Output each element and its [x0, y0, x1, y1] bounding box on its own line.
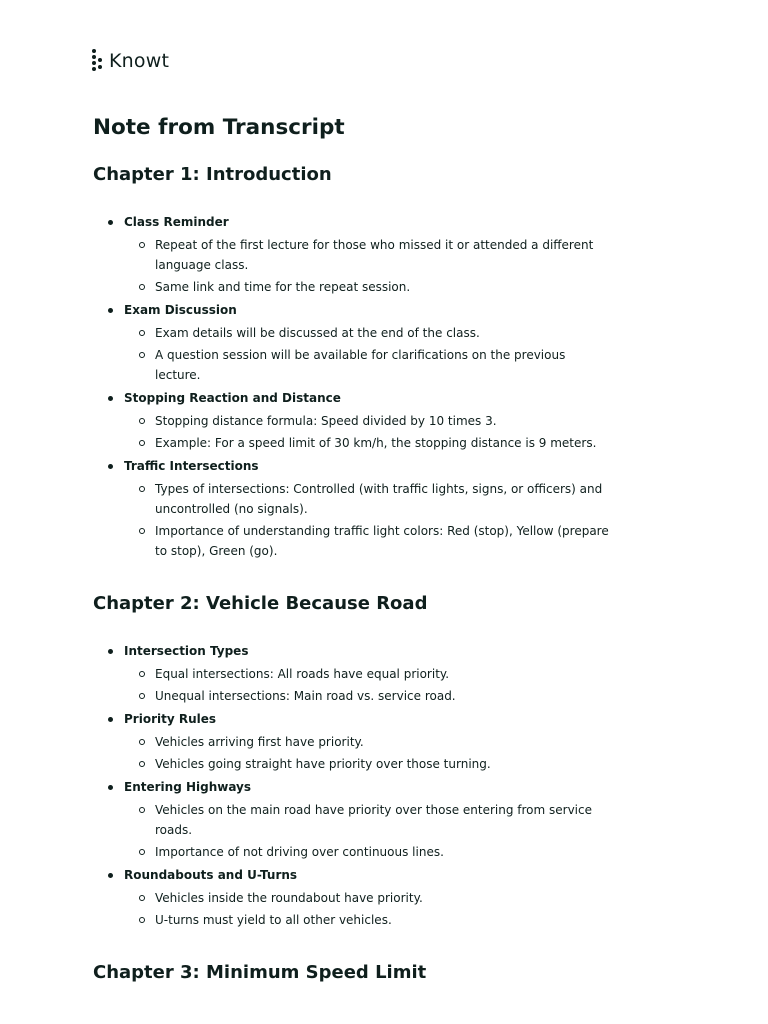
topic-title: Priority Rules	[124, 712, 217, 726]
brand-logo[interactable]	[92, 48, 169, 74]
list-item	[93, 299, 613, 385]
document-body	[93, 112, 613, 987]
list-item: Vehicles on the main road have priority over those entering from service roads.	[124, 800, 613, 840]
list-item: Vehicles going straight have priority over those turning.	[124, 754, 613, 774]
brand-name: Knowt	[109, 50, 170, 72]
chapter-heading: Chapter 1: Introduction	[93, 164, 332, 185]
detail-list	[124, 888, 613, 930]
topic-title: Intersection Types	[124, 644, 249, 658]
list-item: Exam details will be discussed at the end of the class.	[124, 323, 613, 343]
topic-title: Entering Highways	[124, 780, 252, 794]
list-item	[93, 776, 613, 862]
list-item: U-turns must yield to all other vehicles.	[124, 910, 613, 930]
topic-title: Roundabouts and U-Turns	[124, 868, 298, 882]
list-item: A question session will be available for clarifications on the previous lecture.	[124, 345, 613, 385]
topic-list	[93, 640, 613, 930]
list-item: Importance of understanding traffic light colors: Red (stop), Yellow (prepare to stop), Green (go).	[124, 521, 613, 561]
page-title: Note from Transcript	[93, 115, 345, 140]
list-item: Example: For a speed limit of 30 km/h, the stopping distance is 9 meters.	[124, 433, 613, 453]
detail-list	[124, 732, 613, 774]
list-item	[93, 708, 613, 774]
list-item: Same link and time for the repeat session.	[124, 277, 613, 297]
topic-title: Stopping Reaction and Distance	[124, 391, 341, 405]
chapter-section	[93, 590, 613, 930]
chapter-heading: Chapter 3: Minimum Speed Limit	[93, 962, 427, 983]
topic-title: Class Reminder	[124, 215, 229, 229]
list-item	[93, 640, 613, 706]
knowt-logo-icon	[92, 49, 104, 73]
topic-title: Exam Discussion	[124, 303, 237, 317]
chapter-section	[93, 959, 613, 987]
list-item: Types of intersections: Controlled (with traffic lights, signs, or officers) and uncontrolled (no signals).	[124, 479, 613, 519]
detail-list	[124, 411, 613, 453]
chapter-section	[93, 161, 613, 561]
topic-title: Traffic Intersections	[124, 459, 259, 473]
detail-list	[124, 479, 613, 561]
list-item	[93, 387, 613, 453]
detail-list	[124, 235, 613, 297]
list-item: Vehicles arriving first have priority.	[124, 732, 613, 752]
topic-list	[93, 211, 613, 561]
detail-list	[124, 800, 613, 862]
list-item	[93, 211, 613, 297]
list-item: Repeat of the first lecture for those who missed it or attended a different language class.	[124, 235, 613, 275]
list-item: Importance of not driving over continuous lines.	[124, 842, 613, 862]
detail-list	[124, 323, 613, 385]
list-item: Unequal intersections: Main road vs. service road.	[124, 686, 613, 706]
list-item: Stopping distance formula: Speed divided by 10 times 3.	[124, 411, 613, 431]
detail-list	[124, 664, 613, 706]
list-item: Vehicles inside the roundabout have priority.	[124, 888, 613, 908]
list-item	[93, 864, 613, 930]
list-item: Equal intersections: All roads have equal priority.	[124, 664, 613, 684]
chapter-heading: Chapter 2: Vehicle Because Road	[93, 593, 428, 614]
list-item	[93, 455, 613, 561]
